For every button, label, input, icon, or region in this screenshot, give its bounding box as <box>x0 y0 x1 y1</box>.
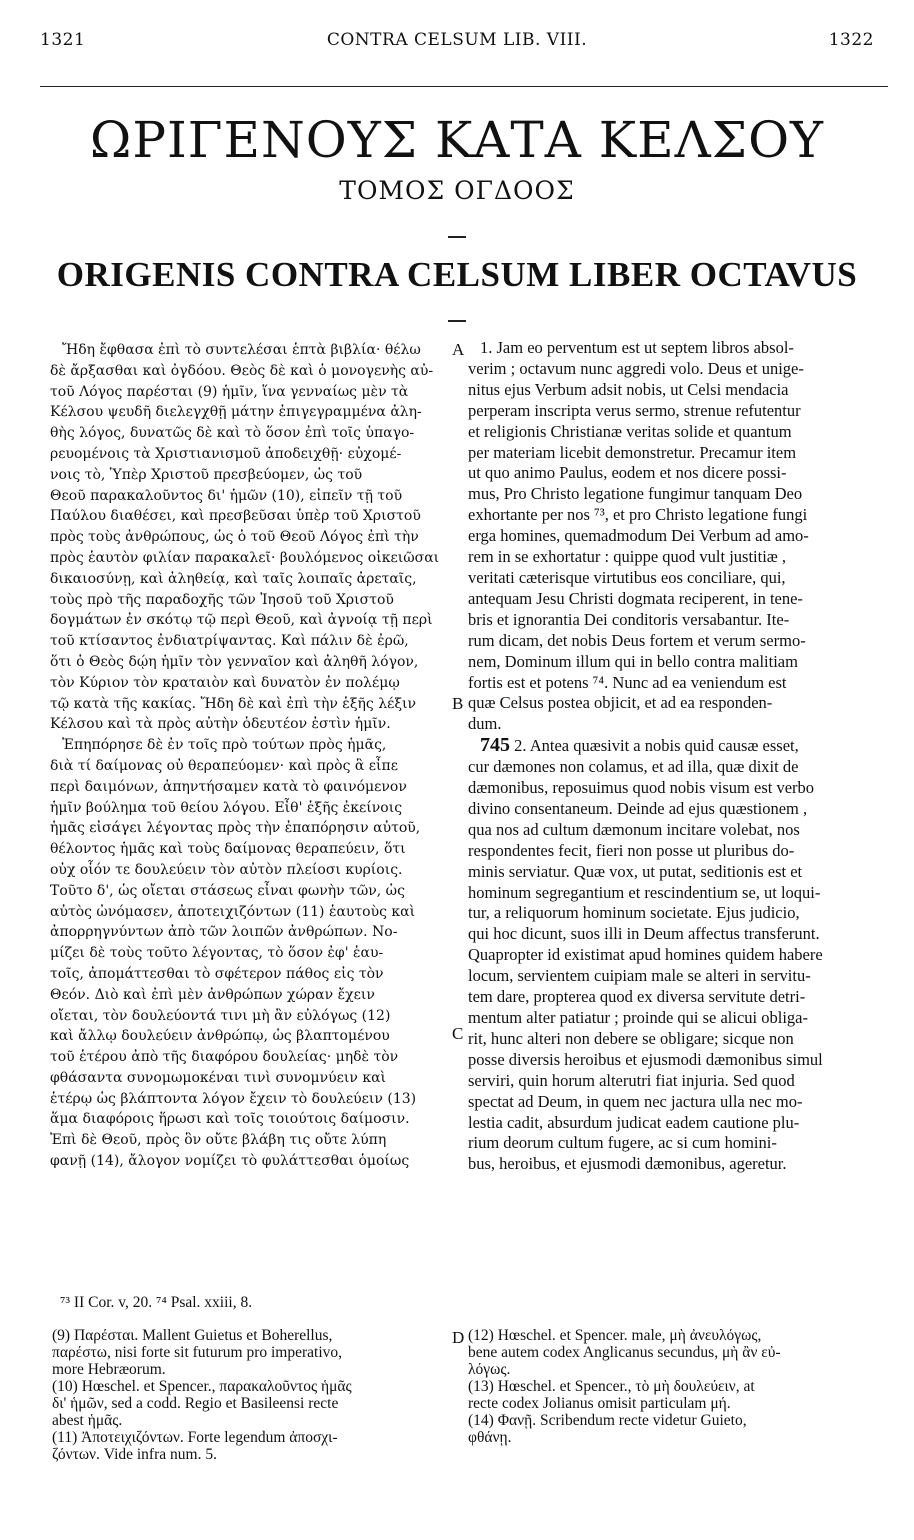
greek-line <box>50 714 460 735</box>
greek-line <box>50 985 460 1006</box>
latin-line <box>468 1071 888 1092</box>
greek-line <box>50 1089 460 1110</box>
greek-line <box>50 361 460 382</box>
text-line: τοῦ ἑτέρου ἀπὸ τῆς διαφόρου δουλείας· μηδὲ τὸν <box>50 1049 399 1066</box>
footnote-line <box>52 1429 447 1446</box>
footnote-line <box>468 1429 888 1446</box>
text-line: posse diversis heroibus et ejusmodi dæmonibus simul <box>468 1049 823 1069</box>
text-line: Κέλσου καὶ τὰ πρὸς αὐτὴν ὁδευτέον ἐστὶν ἡμῖν. <box>50 716 391 733</box>
text-line: rem in se exhortatur : quippe quod vult justitiæ , <box>468 547 787 567</box>
greek-line <box>50 902 460 923</box>
text-line: μίζει δὲ τοὺς τοῦτο λέγοντας, τὸ ὅσον ἐφ' ἑαυ- <box>50 945 384 962</box>
header-rule <box>40 86 888 87</box>
latin-line <box>468 526 888 547</box>
text-line: δικαιοσύνῃ, καὶ ἀληθείᾳ, καὶ ταῖς λοιπαῖς ἀρεταῖς, <box>50 570 417 587</box>
footnote-line <box>52 1412 447 1429</box>
latin-line <box>468 631 888 652</box>
text-line: τοὺς πρὸ τῆς παραδοχῆς τῶν Ἰησοῦ τοῦ Χριστοῦ <box>50 591 394 608</box>
text-line: qua nos ad cultum dæmonum incitare volebat, nos <box>468 819 800 839</box>
greek-line <box>50 610 460 631</box>
latin-line <box>468 652 888 673</box>
latin-line <box>468 673 888 694</box>
text-line: bris et ignorantia Dei conditoris versabantur. Ite- <box>468 609 790 629</box>
text-line: hominum segregantium et rescindentium se, ut loqui- <box>468 882 821 902</box>
text-line: Ἐπηπόρησε δὲ ἐν τοῖς πρὸ τούτων πρὸς ἡμᾶς, <box>62 737 387 754</box>
text-line: divino consentaneum. Deinde ad ejus quæstionem , <box>468 798 808 818</box>
text-line: locum, servientem cuipiam male se alteri in servitu- <box>468 966 811 986</box>
greek-line <box>50 818 460 839</box>
text-line: minis serviatur. Quæ vox, ut putat, seditionis est et <box>468 861 803 881</box>
title-dash <box>448 320 466 322</box>
text-line: θὴς λόγος, δυνατῶς δὲ καὶ τὸ ὅσον ἐπὶ τοῖς ὑπαγο- <box>50 425 415 442</box>
text-line: Ἐπὶ δὲ Θεοῦ, πρὸς ὃν οὔτε βλάβη τις οὔτε λύπη <box>50 1132 387 1149</box>
greek-column <box>50 340 460 1172</box>
text-line: (14) Φανῇ. Scribendum recte videtur Guieto, <box>468 1412 747 1429</box>
text-line: Θεοῦ παρακαλοῦντος δι' ἡμῶν (10), εἰπεῖν τῇ τοῦ <box>50 487 403 504</box>
greek-subtitle: ΤΟΜΟΣ ΟΓΔΟΟΣ <box>339 176 575 205</box>
section-marker-d: D <box>452 1328 465 1347</box>
text-line: Quapropter id existimat apud homines quidem habere <box>468 945 823 965</box>
greek-line <box>50 444 460 465</box>
text-line: φανῇ (14), ἄλογον νομίζει τὸ φυλάττεσθαι ὁμοίως <box>50 1153 410 1170</box>
latin-line <box>468 966 888 987</box>
text-line: φθάνῃ. <box>468 1429 512 1446</box>
text-line: ὅτι ὁ Θεὸς δῴη ἡμῖν τὸν γενναῖον καὶ ἀληθῆ λόγον, <box>50 653 419 670</box>
text-line: bene autem codex Anglicanus secundus, μὴ ἂν εὐ- <box>468 1344 781 1361</box>
latin-line <box>468 1050 888 1071</box>
text-line: λόγως. <box>468 1361 511 1378</box>
text-line: rit, hunc alteri non debere se obligare; sicque non <box>468 1028 794 1048</box>
greek-title: ΩΡΙΓΕΝΟΥΣ ΚΑΤΑ ΚΕΛΣΟΥ <box>89 111 825 169</box>
text-line: ζόντων. Vide infra num. 5. <box>52 1446 217 1463</box>
latin-line <box>468 443 888 464</box>
text-line: ἅμα διαφόροις ἥρωσι καὶ τοῖς τοιούτοις δαίμοσιν. <box>50 1111 410 1128</box>
greek-line <box>50 590 460 611</box>
section-marker-c: C <box>452 1024 464 1043</box>
greek-line <box>50 548 460 569</box>
greek-line <box>50 1151 460 1172</box>
latin-line <box>468 799 888 820</box>
greek-line <box>50 839 460 860</box>
text-line: τῷ κατὰ τῆς κακίας. Ἤδη δὲ καὶ ἐπὶ τὴν ἑξῆς λέξιν <box>50 695 417 712</box>
text-line: πρὸς ἑαυτὸν φιλίαν παρακαλεῖ· βουλόμενος οἰκειῶσαι <box>50 549 440 566</box>
greek-line <box>50 631 460 652</box>
text-line: rum dicam, det nobis Deus fortem et verum sermo- <box>468 630 806 650</box>
text-line: πρὸς τοὺς ἀνθρώπους, ὡς ὁ τοῦ Θεοῦ Λόγος ἐπὶ τὴν <box>50 529 419 546</box>
text-line: (13) Hœschel. et Spencer., τὸ μὴ δουλεύειν, at <box>468 1378 755 1395</box>
latin-line <box>468 1092 888 1113</box>
text-line: abest ἡμᾶς. <box>52 1412 123 1429</box>
text-line: διὰ τί δαίμονας οὐ θεραπεύομεν· καὶ πρὸς ἃ εἶπε <box>50 757 398 774</box>
latin-line <box>468 693 888 714</box>
latin-line <box>468 401 888 422</box>
text-line: respondentes fecit, fieri non posse ut pluribus do- <box>468 840 795 860</box>
text-line: dum. <box>468 714 502 734</box>
text-line: δι' ἡμῶν, sed a codd. Regio et Basileensi recte <box>52 1395 339 1412</box>
greek-line <box>50 860 460 881</box>
latin-line <box>468 1008 888 1029</box>
greek-line <box>50 1130 460 1151</box>
greek-line <box>50 340 460 361</box>
footnote-line <box>468 1378 888 1395</box>
greek-line <box>50 423 460 444</box>
section-marker-b: B <box>452 694 464 713</box>
greek-line <box>50 881 460 902</box>
latin-line <box>468 463 888 484</box>
title-dash <box>448 236 466 238</box>
latin-line <box>468 778 888 799</box>
text-line: quæ Celsus postea objicit, et ad ea responden- <box>468 693 773 713</box>
latin-line <box>468 547 888 568</box>
text-line: τοῦ κτίσαντος ἐνδιατρίψαντας. Καὶ πάλιν δὲ ἐρῶ, <box>50 633 409 650</box>
text-line: erga homines, quemadmodum Dei Verbum ad amo- <box>468 526 809 546</box>
latin-line <box>468 610 888 631</box>
latin-line <box>468 862 888 883</box>
greek-line <box>50 527 460 548</box>
page-number-right: 1322 <box>828 30 874 50</box>
latin-line <box>468 1029 888 1050</box>
latin-line <box>468 359 888 380</box>
greek-line <box>50 569 460 590</box>
text-line: 1. Jam eo perventum est ut septem libros absol- <box>480 338 794 357</box>
latin-line <box>468 1113 888 1134</box>
text-line: οὐχ οἷόν τε δουλεύειν τὸν αὐτὸν πλείοσι κυρίοις. <box>50 861 403 878</box>
greek-line <box>50 486 460 507</box>
footnotes-left <box>52 1327 447 1463</box>
text-line: παρέστω, nisi forte sit futurum pro imperativo, <box>52 1344 343 1361</box>
footnote-line <box>468 1361 888 1378</box>
greek-line <box>50 943 460 964</box>
footnote-line <box>52 1378 447 1395</box>
text-line: verim ; octavum nunc aggredi volo. Deus et unige- <box>468 358 804 378</box>
text-line: et religionis Christianæ veritas solide et quantum <box>468 421 792 441</box>
text-line: veritati cæterisque virtutibus eos conciliare, qui, <box>468 567 786 587</box>
footnote-line <box>468 1412 888 1429</box>
greek-line <box>50 1006 460 1027</box>
scripture-references: ⁷³ II Cor. v, 20. ⁷⁴ Psal. xxiii, 8. <box>60 1294 253 1311</box>
text-line: καὶ ἄλλῳ δουλεύειν ἀνθρώπῳ, ὡς βλαπτομένου <box>50 1028 390 1045</box>
latin-line <box>468 903 888 924</box>
text-line: οἴεται, τὸν δουλεύοντά τινι μὴ ἂν εὐλόγως (12) <box>50 1007 391 1024</box>
latin-line <box>468 924 888 945</box>
footnotes-right <box>468 1327 888 1446</box>
latin-title: ORIGENIS CONTRA CELSUM LIBER OCTAVUS <box>56 255 858 294</box>
text-line: perperam inscripta verus sermo, strenue refutentur <box>468 400 801 420</box>
greek-line <box>50 798 460 819</box>
footnote-line <box>52 1395 447 1412</box>
text-line: δογμάτων ἐν σκότῳ τῷ περὶ Θεοῦ, καὶ ἀγνοίᾳ τῇ περὶ <box>50 612 433 629</box>
latin-line <box>468 568 888 589</box>
greek-line <box>50 652 460 673</box>
footnote-line <box>52 1344 447 1361</box>
text-line: spectat ad Deum, in quem nec jactura ulla nec mo- <box>468 1091 803 1111</box>
footnote-line <box>52 1327 447 1344</box>
latin-line <box>468 484 888 505</box>
greek-line <box>50 673 460 694</box>
text-line: serviri, quin horum alterutri fiat injuria. Sed quod <box>468 1070 795 1090</box>
latin-line <box>468 338 888 359</box>
latin-column <box>468 338 888 1175</box>
latin-line <box>468 841 888 862</box>
text-line: Κέλσου ψευδῆ διελεγχθῇ μάτην ἐπιγεγραμμένα ἀλη- <box>50 404 422 421</box>
text-line: more Hebræorum. <box>52 1361 166 1378</box>
greek-line <box>50 1026 460 1047</box>
text-line: per materiam licebit demonstretur. Precamur item <box>468 442 797 462</box>
text-line: fortis est et potens ⁷⁴. Nunc ad ea veniendum est <box>468 672 787 692</box>
footnote-line <box>52 1361 447 1378</box>
text-line: 2. Antea quæsivit a nobis quid causæ esset, <box>514 736 799 756</box>
text-line: tem dare, propterea quod ex diversa servitute detri- <box>468 987 806 1007</box>
greek-line <box>50 756 460 777</box>
text-line: τοῖς, ἀπομάττεσθαι τὸ σφέτερον πάθος εἰς τὸν <box>50 965 384 982</box>
greek-line <box>50 777 460 798</box>
latin-line <box>468 883 888 904</box>
text-line: ἡμᾶς εἰσάγει λέγοντας πρὸς τὴν ἐπαπόρησιν αὐτοῦ, <box>50 820 421 837</box>
text-line: (10) Hœschel. et Spencer., παρακαλοῦντος ἡμᾶς <box>52 1378 352 1395</box>
text-line: bus, heroibus, et ejusmodi dæmonibus, ageretur. <box>468 1154 787 1174</box>
latin-line <box>468 505 888 526</box>
latin-line <box>468 422 888 443</box>
text-line: cur dæmones non colamus, et ad illa, quæ dixit de <box>468 757 799 777</box>
text-line: Ἤδη ἔφθασα ἐπὶ τὸ συντελέσαι ἑπτὰ βιβλία· θέλω <box>62 342 421 358</box>
latin-line <box>468 589 888 610</box>
running-title: CONTRA CELSUM LIB. VIII. <box>326 30 588 50</box>
text-line: tur, a reliquorum hominum societate. Ejus judicio, <box>468 903 800 923</box>
greek-line <box>50 465 460 486</box>
greek-line <box>50 1109 460 1130</box>
text-line: Τοῦτο δ', ὡς οἴεται στάσεως εἶναι φωνὴν τῶν, ὡς <box>50 882 405 899</box>
latin-line <box>468 945 888 966</box>
text-line: αὐτὸς ὠνόμασεν, ἀποτειχιζόντων (11) ἑαυτοὺς καὶ <box>50 903 416 920</box>
text-line: ρευομένοις τὰ Χριστιανισμοῦ ἀποδειχθῇ· εὐχομέ- <box>50 445 402 462</box>
text-line: nitus ejus Verbum adsit nobis, ut Celsi mendacia <box>468 379 789 399</box>
greek-line <box>50 382 460 403</box>
latin-line <box>468 714 888 735</box>
column-number: 745 <box>480 734 510 757</box>
greek-line <box>50 1047 460 1068</box>
text-line: φθάσαντα συνομωμοκέναι τινὶ συνομνύειν καὶ <box>50 1069 387 1086</box>
latin-line <box>468 1133 888 1154</box>
text-line: τοῦ Λόγος παρέσται (9) ἡμῖν, ἵνα γενναίως μὲν τὰ <box>50 383 409 400</box>
text-line: lestia cadit, absurdum judicat eadem cautione plu- <box>468 1112 800 1132</box>
latin-line <box>468 757 888 778</box>
text-line: Θεόν. Διὸ καὶ ἐπὶ μὲν ἀνθρώπων χώραν ἔχειν <box>50 986 375 1003</box>
latin-line <box>468 380 888 401</box>
greek-line <box>50 506 460 527</box>
greek-line <box>50 694 460 715</box>
footnote-line <box>468 1327 888 1344</box>
footnote-line <box>468 1344 888 1361</box>
text-line: ἑτέρῳ ὡς βλάπτοντα λόγον ἔχειν τὸ δουλεύειν (13) <box>50 1090 417 1107</box>
greek-line <box>50 735 460 756</box>
text-line: nem, Dominum illum qui in bello contra malitiam <box>468 651 798 671</box>
text-line: νοις τὸ, Ὑπὲρ Χριστοῦ πρεσβεύομεν, ὡς τοῦ <box>50 466 363 483</box>
text-line: ἡμῖν βούλημα τοῦ θείου λόγου. Εἶθ' ἑξῆς ἐκείνοις <box>50 799 403 816</box>
latin-line <box>468 987 888 1008</box>
text-line: ἀπορρηγνύντων ἀπὸ τῶν λοιπῶν ἀνθρώπων. Νο- <box>50 924 398 941</box>
footnote-line <box>52 1446 447 1463</box>
text-line: (9) Παρέσται. Mallent Guietus et Boherellus, <box>52 1327 333 1344</box>
text-line: dæmonibus, reposuimus quod nobis visum est verbo <box>468 778 815 798</box>
greek-line <box>50 1068 460 1089</box>
text-line: (11) Ἀποτειχιζόντων. Forte legendum ἀποσχι- <box>52 1429 338 1446</box>
page-number-left: 1321 <box>40 30 86 50</box>
text-line: περὶ δαιμόνων, ἀπηντήσαμεν κατὰ τὸ φαινόμενον <box>50 778 407 795</box>
footnote-line <box>468 1395 888 1412</box>
text-line: qui hoc dicunt, suos illi in Deum affectus transferunt. <box>468 924 820 944</box>
text-line: θέλοντος ἡμᾶς καὶ τοὺς δαίμονας θεραπεύειν, ὅτι <box>50 841 406 858</box>
text-line: rium deorum cultum fugere, ac si cum homini- <box>468 1133 777 1153</box>
greek-line <box>50 402 460 423</box>
text-line: δὲ ἄρξασθαι καὶ ὀγδόου. Θεὸς δὲ καὶ ὁ μονογενὴς αὐ- <box>50 362 434 379</box>
text-line: ut quo animo Paulus, eodem et nos dicere possi- <box>468 463 787 483</box>
text-line: mus, Pro Christo legatione fungimur tanquam Deo <box>468 484 803 504</box>
text-line: mentum alter patiatur ; proinde qui se alicui obliga- <box>468 1008 808 1027</box>
text-line: recte codex Jolianus omisit particulam μή. <box>468 1395 731 1412</box>
latin-line <box>468 735 888 757</box>
text-line: antequam Jesu Christi dogmata reciperent, in tene- <box>468 588 803 608</box>
text-line: (12) Hœschel. et Spencer. male, μὴ ἀνευλόγως, <box>468 1327 762 1344</box>
text-line: τὸν Κύριον τὸν κραταιὸν καὶ δυνατὸν ἐν πολέμῳ <box>50 674 400 691</box>
latin-line <box>468 820 888 841</box>
text-line: Παύλου διαθέσει, καὶ πρεσβεῦσαι ὑπὲρ τοῦ Χριστοῦ <box>50 508 421 525</box>
greek-line <box>50 964 460 985</box>
section-marker-a: A <box>452 340 465 359</box>
latin-line <box>468 1154 888 1175</box>
greek-line <box>50 922 460 943</box>
text-line: exhortante per nos ⁷³, et pro Christo legatione fungi <box>468 505 808 525</box>
